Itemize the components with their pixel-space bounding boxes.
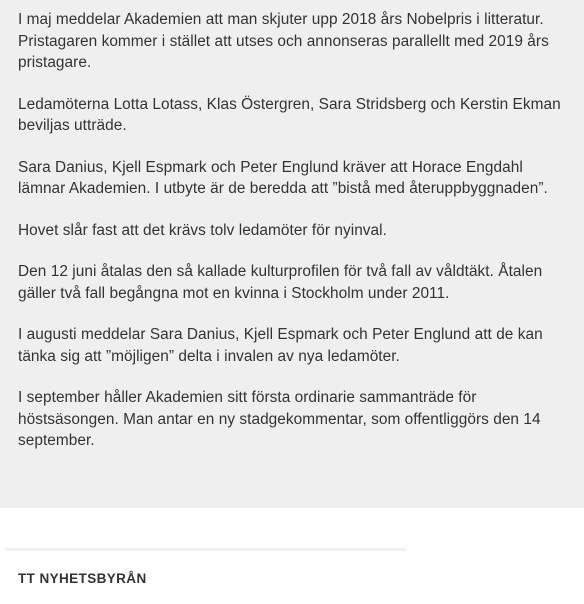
article-paragraph: Den 12 juni åtalas den så kallade kulturprofilen för två fall av våldtäkt. Åtalen gäller två fall begångna mot en kvinna i Stockholm under 2011.	[18, 263, 543, 302]
article-paragraph: Sara Danius, Kjell Espmark och Peter Englund kräver att Horace Engdahl lämnar Akademien. I utbyte är de beredda att ”bistå med återuppbyggnaden”.	[18, 158, 548, 197]
article-paragraph: Hovet slår fast att det krävs tolv ledamöter för nyinval.	[18, 221, 387, 239]
article-paragraph: I september håller Akademien sitt första ordinarie sammanträde för höstsäsongen. Man antar en ny stadgekommentar, som offentliggörs den 14 september.	[18, 389, 541, 449]
byline-divider	[6, 548, 406, 551]
byline-author[interactable]: TT NYHETSBYRÅN	[18, 571, 147, 586]
article-paragraph: I augusti meddelar Sara Danius, Kjell Espmark och Peter Englund att de kan tänka sig att ”möjligen” delta i invalen av nya ledamöter.	[18, 326, 543, 365]
article-paragraph: I maj meddelar Akademien att man skjuter upp 2018 års Nobelpris i litteratur. Pristagaren kommer i stället att utses och annonseras parallellt med 2019 års pristagare.	[18, 11, 549, 71]
article-paragraph: Ledamöterna Lotta Lotass, Klas Östergren, Sara Stridsberg och Kerstin Ekman beviljas utträde.	[18, 95, 561, 134]
